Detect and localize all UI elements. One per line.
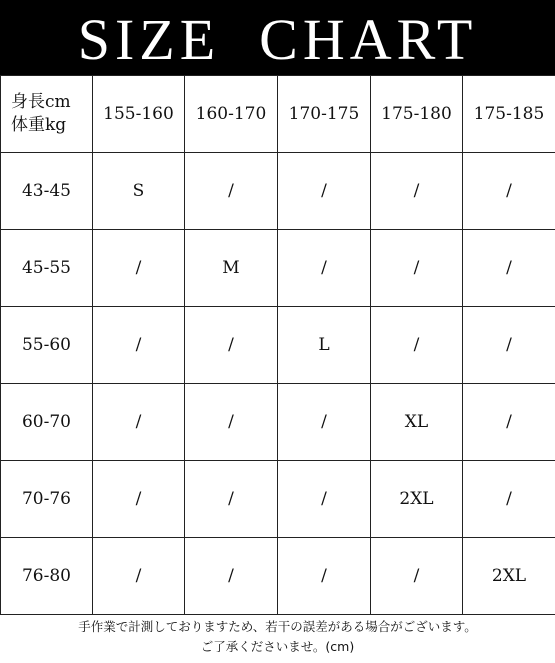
table-row (1, 538, 555, 615)
size-cell: / (278, 461, 371, 538)
weight-label: 70-76 (1, 461, 93, 538)
size-cell: / (278, 384, 371, 461)
size-cell: / (371, 307, 463, 384)
size-cell: / (278, 538, 371, 615)
size-cell: / (185, 384, 278, 461)
size-cell: S (93, 153, 185, 230)
height-header: 175-185 (463, 76, 555, 153)
note-line-1: 手作業で計測しておりますため、若干の誤差がある場合がございます。 (78, 619, 477, 634)
size-cell: / (463, 153, 555, 230)
size-cell: / (93, 230, 185, 307)
size-chart-table (0, 75, 555, 615)
size-cell: / (185, 307, 278, 384)
table-row (1, 230, 555, 307)
size-cell: / (463, 384, 555, 461)
chart-title: SIZE CHART (77, 6, 478, 72)
note-line-2: ご了承くださいませ。(cm) (200, 639, 355, 654)
table-row (1, 384, 555, 461)
corner-header (1, 76, 93, 153)
size-cell: / (371, 538, 463, 615)
size-cell: / (371, 230, 463, 307)
weight-label: 76-80 (1, 538, 93, 615)
size-cell: 2XL (463, 538, 555, 615)
weight-label: 43-45 (1, 153, 93, 230)
size-cell: / (463, 230, 555, 307)
size-cell: / (371, 153, 463, 230)
weight-label: 55-60 (1, 307, 93, 384)
size-cell: / (93, 538, 185, 615)
table-row (1, 307, 555, 384)
size-cell: M (185, 230, 278, 307)
weight-label: 60-70 (1, 384, 93, 461)
weight-label: 45-55 (1, 230, 93, 307)
table-row (1, 153, 555, 230)
size-cell: / (463, 461, 555, 538)
size-cell: / (278, 153, 371, 230)
size-cell: / (185, 153, 278, 230)
height-header: 170-175 (278, 76, 371, 153)
header-row (1, 76, 555, 153)
weight-unit-label: 体重kg (11, 115, 67, 135)
size-cell: / (93, 307, 185, 384)
size-cell: / (278, 230, 371, 307)
size-cell: / (463, 307, 555, 384)
measurement-note (0, 617, 555, 663)
size-cell: / (185, 461, 278, 538)
size-cell: / (93, 461, 185, 538)
height-header: 155-160 (93, 76, 185, 153)
height-header: 175-180 (371, 76, 463, 153)
size-cell: / (93, 384, 185, 461)
table-row (1, 461, 555, 538)
height-header: 160-170 (185, 76, 278, 153)
size-cell: 2XL (371, 461, 463, 538)
size-cell: L (278, 307, 371, 384)
size-cell: / (185, 538, 278, 615)
size-cell: XL (371, 384, 463, 461)
height-unit-label: 身長cm (11, 92, 71, 113)
title-banner (0, 0, 555, 75)
